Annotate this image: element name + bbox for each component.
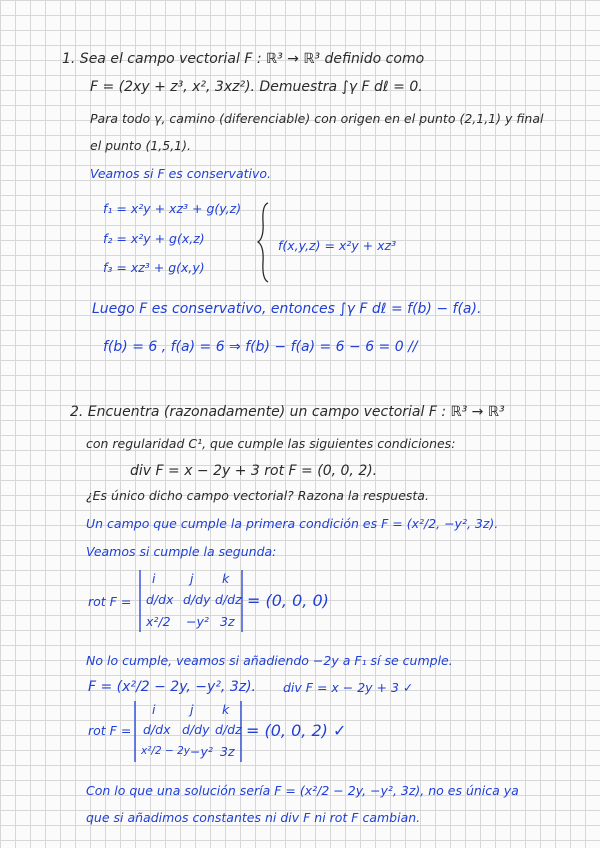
p1-partial-f3: f₃ = xz³ + g(x,y) bbox=[103, 260, 205, 275]
det2-i: i bbox=[152, 702, 156, 717]
det1-rhs: = (0, 0, 0) bbox=[247, 591, 329, 610]
det1-j: j bbox=[190, 571, 194, 586]
p1-statement-line-3: Para todo γ, camino (diferenciable) con origen en el punto (2,1,1) y final bbox=[90, 111, 544, 126]
p2-conditions: div F = x − 2y + 3 rot F = (0, 0, 2). bbox=[130, 463, 378, 479]
p1-result: f(b) = 6 , f(a) = 6 ⇒ f(b) − f(a) = 6 − 6 = 0 // bbox=[103, 339, 418, 355]
p2-div-check: div F = x − 2y + 3 ✓ bbox=[283, 680, 414, 695]
p2-check-second: Veamos si cumple la segunda: bbox=[86, 544, 277, 559]
p1-solution-intro: Veamos si F es conservativo. bbox=[90, 166, 272, 181]
det2-k: k bbox=[222, 702, 230, 717]
det2-ddx: d/dx bbox=[143, 722, 171, 737]
p2-statement-line-2: con regularidad C¹, que cumple las siguientes condiciones: bbox=[86, 436, 456, 451]
p1-conclusion: Luego F es conservativo, entonces ∫γ F dℓ = f(b) − f(a). bbox=[92, 301, 482, 317]
p2-final-line-1: Con lo que una solución sería F = (x²/2 − 2y, −y², 3z), no es única ya bbox=[86, 783, 519, 798]
det2-comp-3: 3z bbox=[220, 744, 235, 759]
det1-comp-1: x²/2 bbox=[146, 614, 171, 629]
det2-rhs: = (0, 0, 2) ✓ bbox=[246, 721, 347, 740]
det2-comp-2: −y² bbox=[190, 744, 213, 759]
system-brace bbox=[258, 203, 268, 282]
p2-new-field: F = (x²/2 − 2y, −y², 3z). bbox=[88, 679, 256, 695]
det2-j: j bbox=[190, 702, 194, 717]
det2-ddy: d/dy bbox=[182, 722, 210, 737]
p1-partial-f1: f₁ = x²y + xz³ + g(y,z) bbox=[103, 201, 242, 216]
det1-comp-2: −y² bbox=[186, 614, 209, 629]
p1-statement-line-1: 1. Sea el campo vectorial F : ℝ³ → ℝ³ definido como bbox=[62, 51, 425, 67]
p2-not-satisfied: No lo cumple, veamos si añadiendo −2y a F₁ sí se cumple. bbox=[86, 653, 453, 668]
p2-first-condition-field: Un campo que cumple la primera condición es F = (x²/2, −y², 3z). bbox=[86, 516, 499, 531]
det1-ddy: d/dy bbox=[183, 592, 211, 607]
det1-lhs: rot F = bbox=[88, 594, 132, 609]
p1-statement-line-2: F = (2xy + z³, x², 3xz²). Demuestra ∫γ F dℓ = 0. bbox=[90, 79, 423, 95]
det2-comp-1: x²/2 − 2y bbox=[141, 745, 191, 757]
det2-lhs: rot F = bbox=[88, 723, 132, 738]
det1-comp-3: 3z bbox=[220, 614, 235, 629]
det2-ddz: d/dz bbox=[215, 722, 242, 737]
det1-ddx: d/dx bbox=[146, 592, 174, 607]
p2-statement-line-1: 2. Encuentra (razonadamente) un campo vectorial F : ℝ³ → ℝ³ bbox=[70, 404, 505, 420]
det1-i: i bbox=[152, 571, 156, 586]
det1-k: k bbox=[222, 571, 230, 586]
p1-potential-function: f(x,y,z) = x²y + xz³ bbox=[278, 238, 397, 253]
p1-partial-f2: f₂ = x²y + g(x,z) bbox=[103, 231, 205, 246]
det1-ddz: d/dz bbox=[215, 592, 242, 607]
p1-statement-line-4: el punto (1,5,1). bbox=[90, 138, 191, 153]
p2-final-line-2: que si añadimos constantes ni div F ni rot F cambian. bbox=[86, 810, 421, 825]
p2-statement-line-4: ¿Es único dicho campo vectorial? Razona la respuesta. bbox=[86, 488, 429, 503]
